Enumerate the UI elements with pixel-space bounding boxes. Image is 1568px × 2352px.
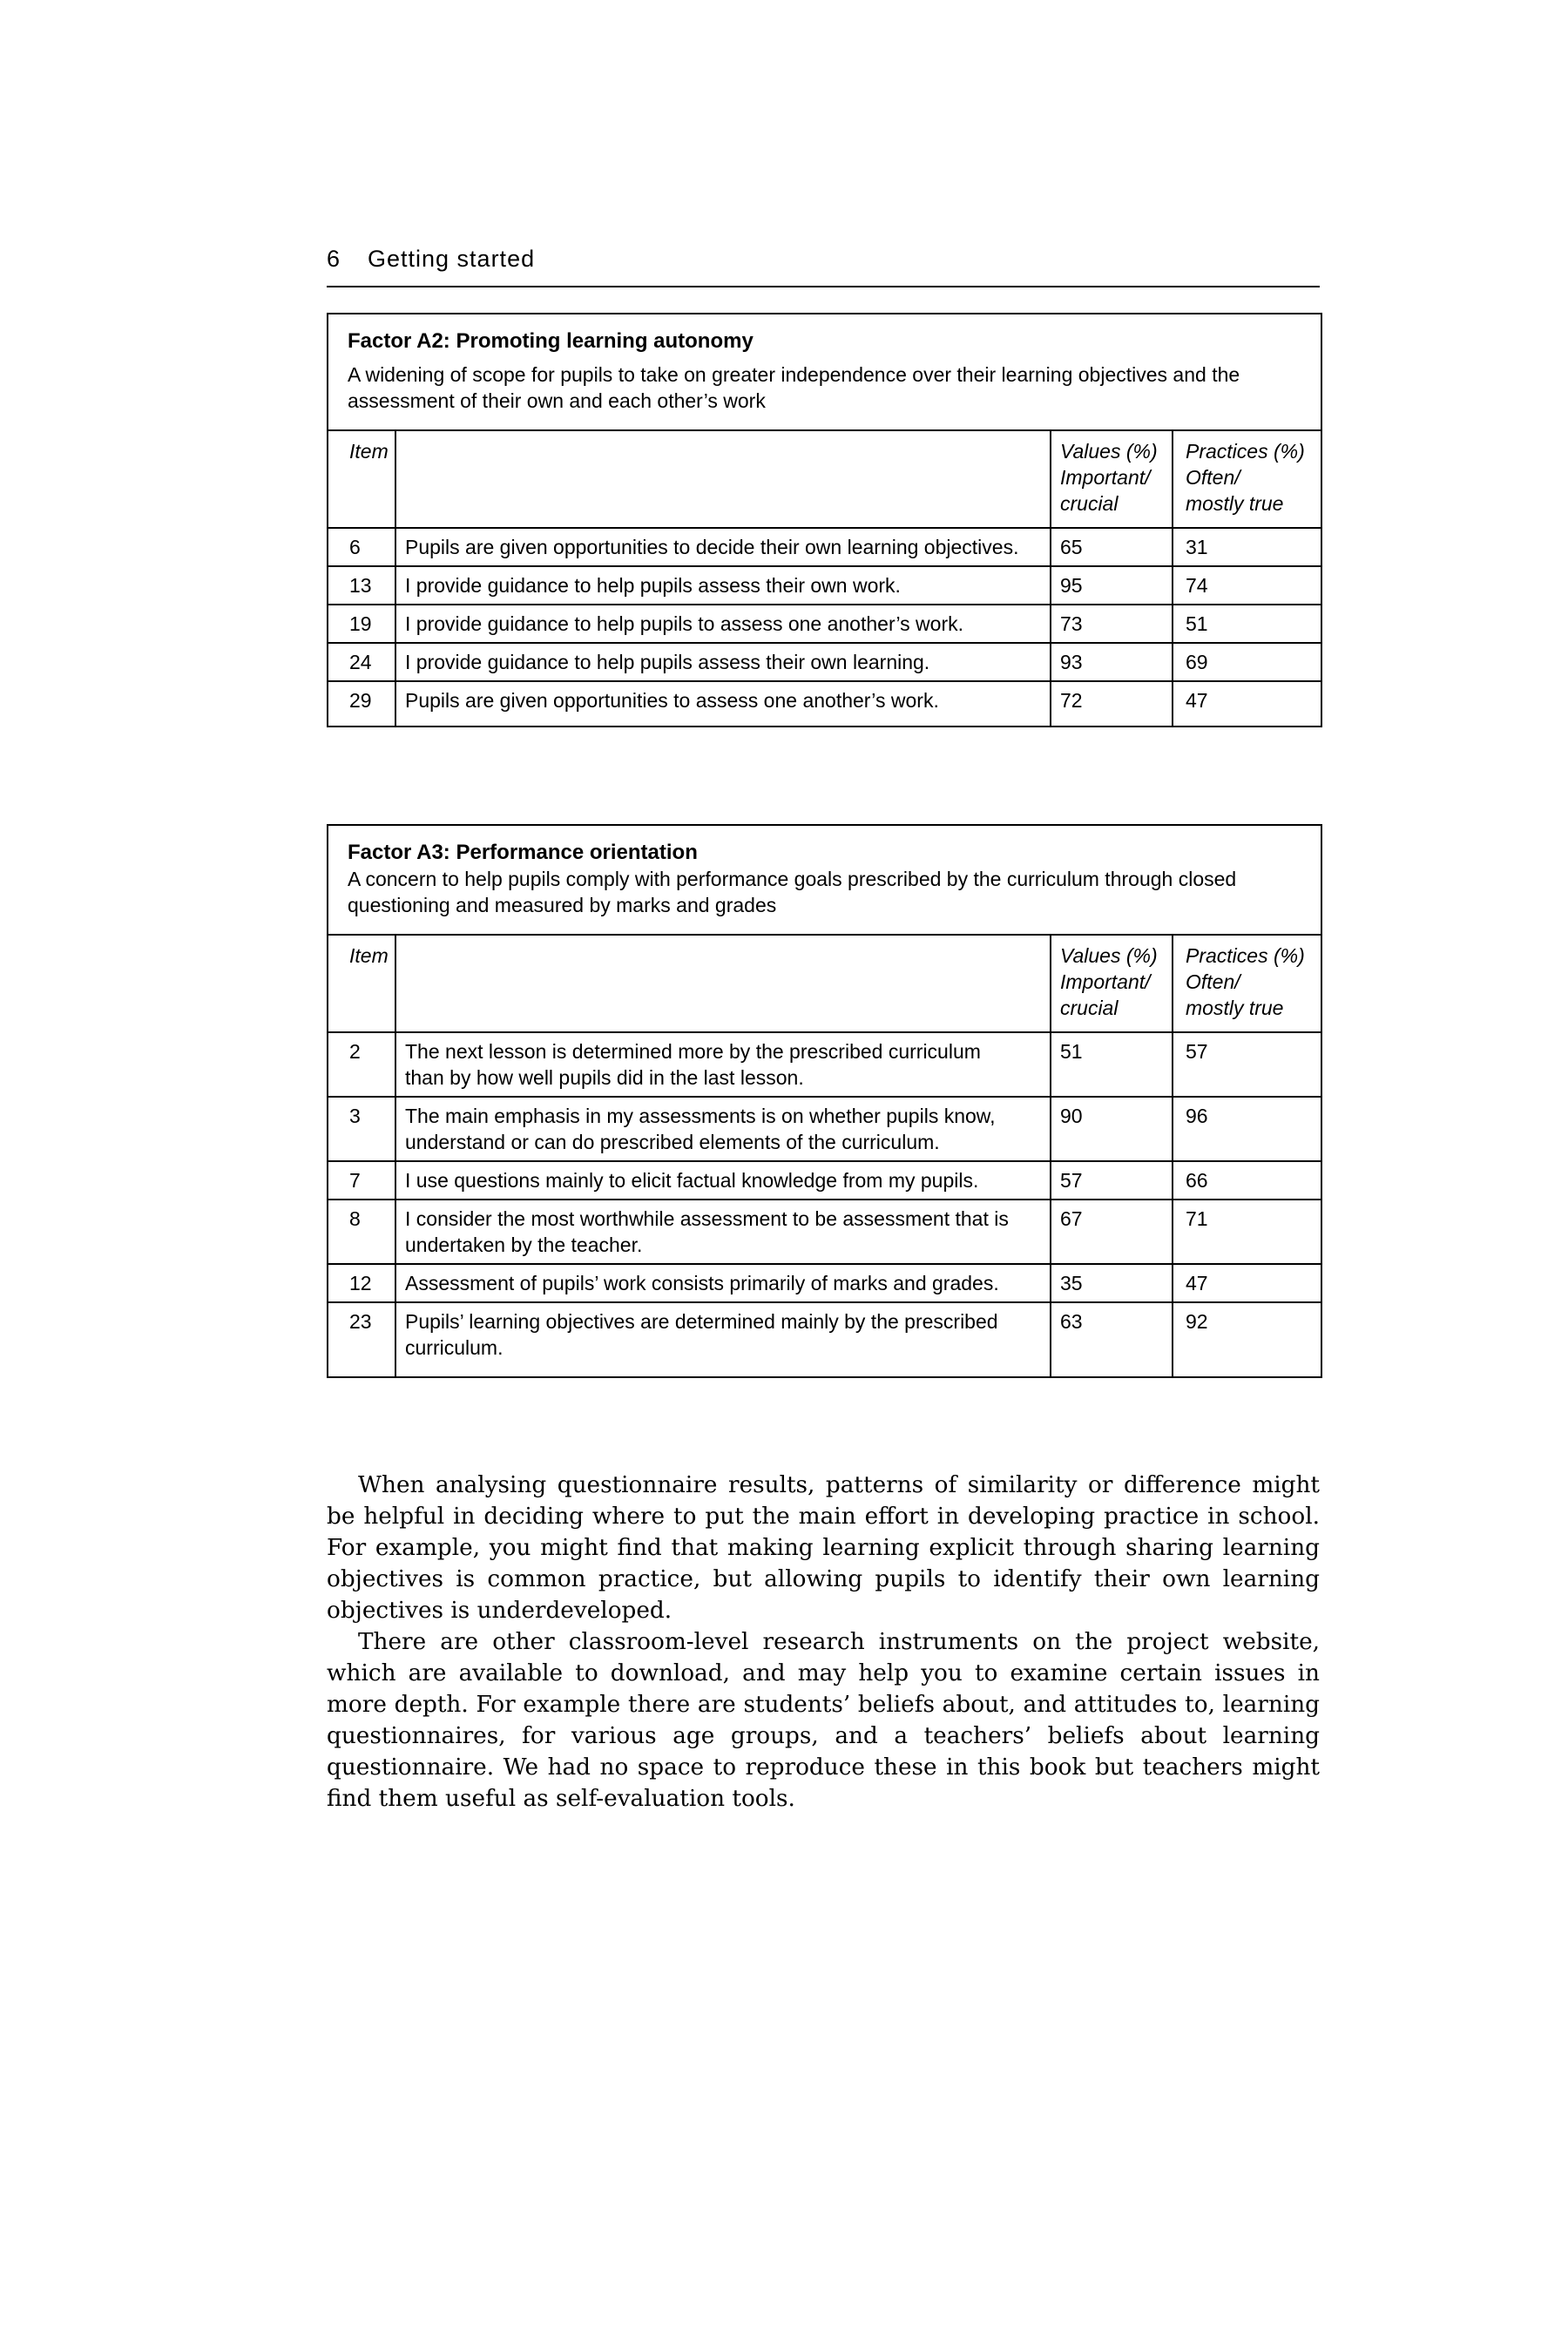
column-header-values: [1051, 430, 1173, 528]
practices-percent: 66: [1173, 1161, 1321, 1200]
item-number: 23: [328, 1302, 395, 1377]
practices-percent: 71: [1173, 1200, 1321, 1264]
practices-percent: 51: [1173, 605, 1321, 643]
table-row: [328, 681, 1321, 727]
statement-line: curriculum.: [405, 1336, 504, 1359]
table-row: [328, 1161, 1321, 1200]
table-row: [328, 1032, 1321, 1097]
item-statement: [395, 1302, 1051, 1377]
practices-percent: 69: [1173, 643, 1321, 681]
paragraph: There are other classroom-level research instruments on the project website, which are available to download, and may help you to examine certain issues in more depth. For example there are students’ beliefs about, and attitudes to, learning questionnaires, for various age groups, and a teachers’ beliefs about learning questionnaire. We had no space to reproduce these in this book but teachers might find them useful as self-evaluation tools.: [327, 1629, 1320, 1812]
table-title: Factor A3: Performance orientation: [348, 841, 698, 864]
item-statement: I provide guidance to help pupils assess their own work.: [395, 566, 1051, 605]
values-percent: 51: [1051, 1032, 1173, 1097]
values-percent: 93: [1051, 643, 1173, 681]
statement-line: than by how well pupils did in the last lesson.: [405, 1066, 804, 1089]
factor-a3-table: [327, 824, 1322, 1378]
item-number: 3: [328, 1097, 395, 1161]
body-text: [327, 1470, 1320, 1815]
table-row: [328, 605, 1321, 643]
column-header-practices: [1173, 935, 1321, 1032]
paragraph: When analysing questionnaire results, patterns of similarity or difference might be helpful in deciding where to put the main effort in developing practice in school. For example, you might find that making learning explicit through sharing learning objectives is common practice, but allowing pupils to identify their own learning objectives is underdeveloped.: [327, 1472, 1320, 1624]
table-row: [328, 1264, 1321, 1302]
item-number: 19: [328, 605, 395, 643]
item-statement: Pupils are given opportunities to decide their own learning objectives.: [395, 528, 1051, 566]
item-statement: [395, 1161, 1051, 1200]
values-header-line: crucial: [1060, 492, 1119, 515]
column-header-practices: [1173, 430, 1321, 528]
practices-percent: 47: [1173, 1264, 1321, 1302]
page-number: 6: [327, 246, 341, 272]
values-header-line: Values (%): [1060, 944, 1158, 967]
statement-line: The next lesson is determined more by the prescribed curriculum: [405, 1040, 981, 1063]
values-percent: 63: [1051, 1302, 1173, 1377]
column-header-statement: [395, 935, 1051, 1032]
item-number: 7: [328, 1161, 395, 1200]
statement-line: undertaken by the teacher.: [405, 1233, 643, 1256]
item-statement: I provide guidance to help pupils to assess one another’s work.: [395, 605, 1051, 643]
statement-line: The main emphasis in my assessments is on whether pupils know,: [405, 1105, 996, 1127]
item-number: 12: [328, 1264, 395, 1302]
practices-percent: 96: [1173, 1097, 1321, 1161]
values-percent: 90: [1051, 1097, 1173, 1161]
item-number: 6: [328, 528, 395, 566]
table-row: [328, 1200, 1321, 1264]
item-number: 13: [328, 566, 395, 605]
column-header-values: [1051, 935, 1173, 1032]
values-header-line: Important/: [1060, 466, 1151, 489]
practices-percent: 92: [1173, 1302, 1321, 1377]
column-header-item: Item: [328, 430, 395, 528]
page-header: [327, 246, 1320, 287]
item-number: 24: [328, 643, 395, 681]
practices-header-line: mostly true: [1186, 492, 1284, 515]
values-header-line: Important/: [1060, 970, 1151, 993]
values-percent: 72: [1051, 681, 1173, 727]
practices-percent: 57: [1173, 1032, 1321, 1097]
values-percent: 67: [1051, 1200, 1173, 1264]
practices-percent: 31: [1173, 528, 1321, 566]
table-caption: [328, 314, 1321, 430]
table-header-row: [328, 430, 1321, 528]
table-description: A concern to help pupils comply with performance goals prescribed by the curriculum through closed questioning and measured by marks and grades: [348, 868, 1237, 916]
item-statement: [395, 1200, 1051, 1264]
table-row: [328, 1302, 1321, 1377]
table-description: A widening of scope for pupils to take on greater independence over their learning objectives and the assessment of their own and each other’s work: [348, 363, 1240, 412]
statement-line: Pupils’ learning objectives are determined mainly by the prescribed: [405, 1310, 998, 1333]
practices-percent: 47: [1173, 681, 1321, 727]
running-title: Getting started: [368, 246, 536, 272]
values-percent: 65: [1051, 528, 1173, 566]
values-percent: 73: [1051, 605, 1173, 643]
item-number: 8: [328, 1200, 395, 1264]
practices-header-line: Often/: [1186, 466, 1240, 489]
column-header-statement: [395, 430, 1051, 528]
practices-header-line: mostly true: [1186, 997, 1284, 1019]
practices-percent: 74: [1173, 566, 1321, 605]
values-header-line: Values (%): [1060, 440, 1158, 463]
table-row: [328, 1097, 1321, 1161]
table-row: [328, 528, 1321, 566]
statement-line: I consider the most worthwhile assessment to be assessment that is: [405, 1207, 1009, 1230]
table-header-row: [328, 935, 1321, 1032]
item-statement: I provide guidance to help pupils assess their own learning.: [395, 643, 1051, 681]
item-number: 29: [328, 681, 395, 727]
values-header-line: crucial: [1060, 997, 1119, 1019]
table-caption: [328, 825, 1321, 935]
practices-header-line: Practices (%): [1186, 944, 1305, 967]
values-percent: 57: [1051, 1161, 1173, 1200]
column-header-item: Item: [328, 935, 395, 1032]
item-statement: [395, 1097, 1051, 1161]
factor-a2-table: [327, 313, 1322, 727]
statement-line: understand or can do prescribed elements of the curriculum.: [405, 1131, 940, 1153]
item-statement: Pupils are given opportunities to assess one another’s work.: [395, 681, 1051, 727]
item-statement: [395, 1032, 1051, 1097]
values-percent: 95: [1051, 566, 1173, 605]
item-number: 2: [328, 1032, 395, 1097]
table-row: [328, 643, 1321, 681]
practices-header-line: Often/: [1186, 970, 1240, 993]
statement-line: Assessment of pupils’ work consists primarily of marks and grades.: [405, 1272, 999, 1294]
table-title: Factor A2: Promoting learning autonomy: [348, 329, 754, 353]
statement-line: I use questions mainly to elicit factual knowledge from my pupils.: [405, 1169, 979, 1192]
table-row: [328, 566, 1321, 605]
item-statement: [395, 1264, 1051, 1302]
values-percent: 35: [1051, 1264, 1173, 1302]
practices-header-line: Practices (%): [1186, 440, 1305, 463]
